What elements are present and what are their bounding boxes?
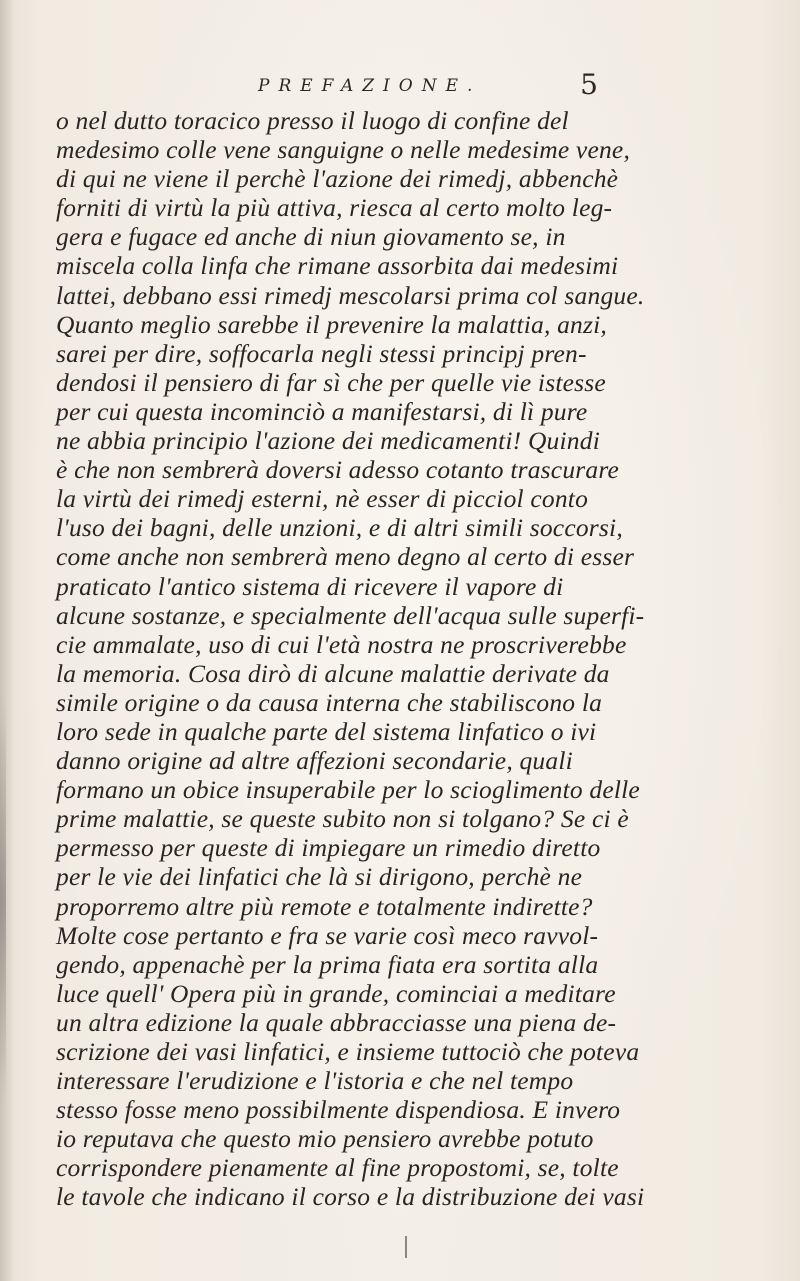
text-line: praticato l'antico sistema di ricevere il vapore di: [56, 571, 564, 601]
page-header: [258, 68, 598, 108]
page-edge-mark: [0, 700, 6, 1100]
text-line: simile origine o da causa interna che stabiliscono la: [56, 687, 603, 717]
text-line: un altra edizione la quale abbracciasse una piena de-: [56, 1007, 617, 1037]
text-line: come anche non sembrerà meno degno al certo di esser: [56, 542, 635, 572]
page-foot-mark: [405, 1236, 407, 1258]
text-line: ne abbia principio l'azione dei medicamenti! Quindi: [56, 426, 600, 456]
running-title: PREFAZIONE.: [258, 76, 482, 96]
text-line: formano un obice insuperabile per lo scioglimento delle: [56, 775, 640, 805]
text-line: Quanto meglio sarebbe il prevenire la malattia, anzi,: [56, 309, 607, 339]
text-line: gendo, appenachè per la prima fiata era sortita alla: [56, 949, 599, 979]
page-number: 5: [580, 68, 598, 101]
text-line: miscela colla linfa che rimane assorbita dai medesimi: [56, 251, 619, 281]
text-line: le tavole che indicano il corso e la distribuzione dei vasi: [56, 1182, 645, 1212]
text-line: la memoria. Cosa dirò di alcune malattie derivate da: [56, 658, 610, 688]
text-line: interessare l'erudizione e l'istoria e che nel tempo: [56, 1066, 574, 1096]
text-line: cie ammalate, uso di cui l'età nostra ne proscriverebbe: [56, 629, 627, 659]
text-line: luce quell' Opera più in grande, cominciai a meditare: [56, 978, 616, 1008]
text-line: è che non sembrerà doversi adesso cotanto trascurare: [56, 455, 620, 485]
text-line: danno origine ad altre affezioni secondarie, quali: [56, 746, 573, 776]
text-line: l'uso dei bagni, delle unzioni, e di altri simili soccorsi,: [56, 513, 623, 543]
text-line: io reputava che questo mio pensiero avrebbe potuto: [56, 1124, 594, 1154]
text-line: dendosi il pensiero di far sì che per quelle vie istesse: [56, 367, 606, 397]
text-line: per cui questa incominciò a manifestarsi, di lì pure: [56, 396, 588, 426]
text-line: prime malattie, se queste subito non si tolgano? Se ci è: [56, 804, 629, 834]
text-line: loro sede in qualche parte del sistema linfatico o ivi: [56, 716, 597, 746]
text-line: stesso fosse meno possibilmente dispendiosa. E invero: [56, 1095, 621, 1125]
body-text: [56, 106, 756, 1212]
text-line: scrizione dei vasi linfatici, e insieme tuttociò che poteva: [56, 1037, 640, 1066]
text-line: sarei per dire, soffocarla negli stessi principj pren-: [56, 338, 587, 368]
text-line: proporremo altre più remote e totalmente indirette?: [56, 891, 593, 921]
text-line: lattei, debbano essi rimedj mescolarsi prima col sangue.: [56, 280, 645, 310]
text-line: forniti di virtù la più attiva, riesca al certo molto leg-: [56, 193, 613, 223]
text-line: per le vie dei linfatici che là si dirigono, perchè ne: [56, 862, 583, 892]
text-line: Molte cose pertanto e fra se varie così meco ravvol-: [56, 920, 599, 950]
text-line: la virtù dei rimedj esterni, nè esser di picciol conto: [56, 484, 589, 514]
text-line: alcune sostanze, e specialmente dell'acqua sulle superfi-: [56, 600, 645, 630]
text-line: corrispondere pienamente al fine propostomi, se, tolte: [56, 1153, 619, 1183]
text-line: di qui ne viene il perchè l'azione dei rimedj, abbenchè: [56, 164, 619, 194]
text-line: medesimo colle vene sanguigne o nelle medesime vene,: [56, 135, 631, 165]
text-line: permesso per queste di impiegare un rimedio diretto: [56, 833, 601, 863]
text-line: o nel dutto toracico presso il luogo di confine del: [56, 106, 569, 135]
text-line: gera e fugace ed anche di niun giovamento se, in: [56, 222, 566, 252]
